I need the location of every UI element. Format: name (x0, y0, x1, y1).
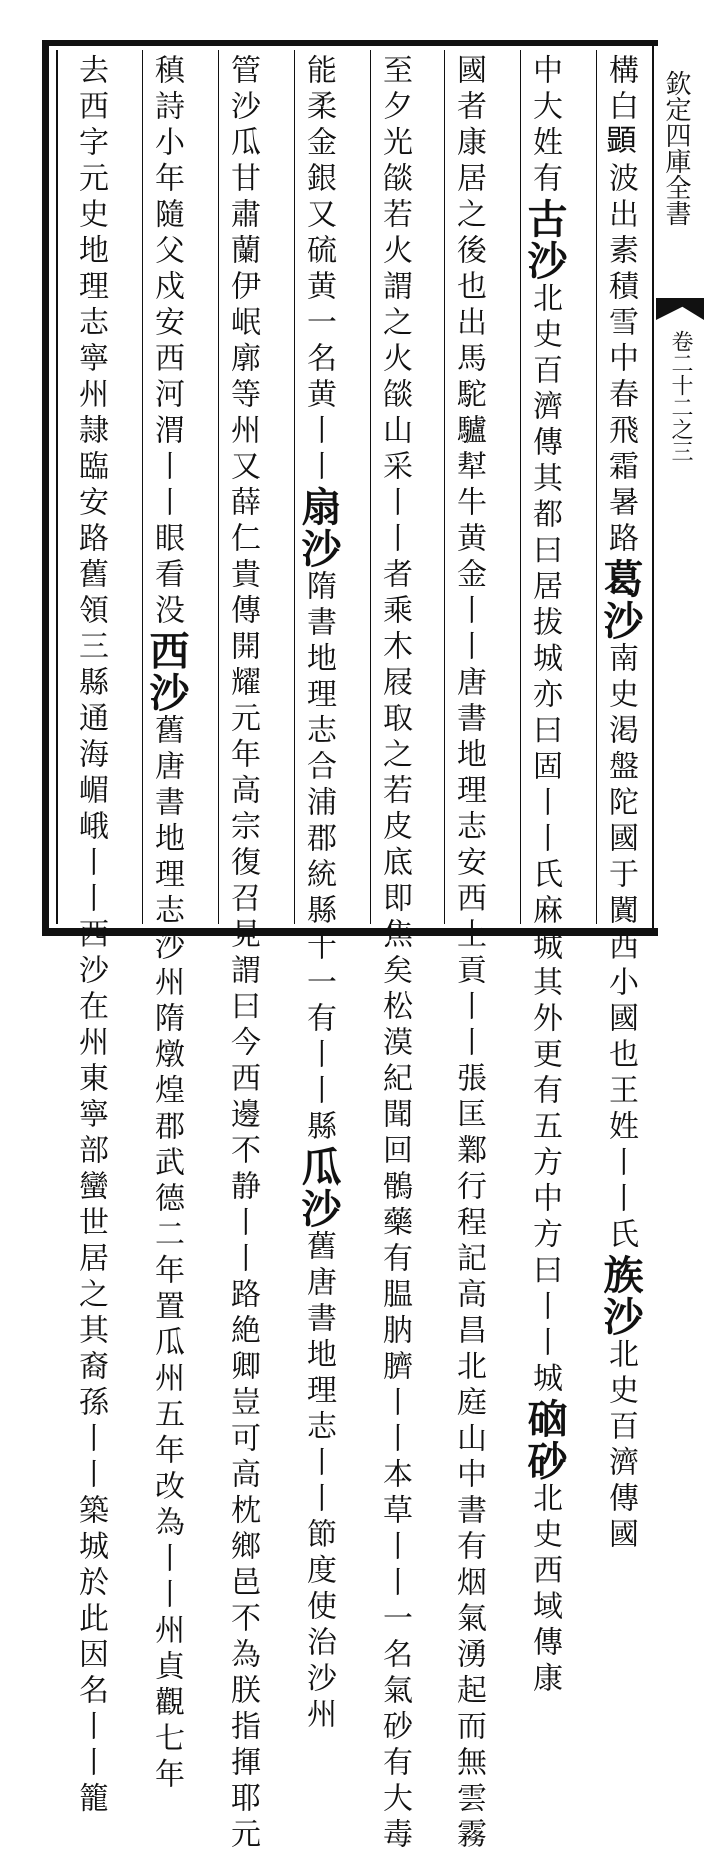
entry-text: 麻城其外更有五方中方曰丨丨城 (527, 894, 562, 1398)
entry-heading: 瓜沙 (295, 1146, 342, 1230)
text-column (222, 54, 262, 1854)
entry-text: 矣松漠紀聞回鶻藥有腽肭臍丨丨本草丨丨一名氣砂有大毒 (377, 954, 412, 1854)
text-column (143, 54, 190, 1794)
entry-text: 構白𩔰波出素積雪中春飛霜暑路 (603, 54, 638, 558)
text-column (448, 54, 488, 1854)
entry-heading: 硇砂 (521, 1398, 568, 1482)
text-column (521, 54, 568, 1698)
entry-heading: 葛沙 (597, 558, 644, 642)
entry-heading: 古沙 (521, 198, 568, 282)
entry-text: 統縣十一有丨丨縣 (301, 858, 336, 1146)
entry-text: 去西字元史地理志寧州隷臨安路舊領三縣通海嵋峨丨丨西 (73, 54, 108, 954)
entry-text: 舊唐書地理志沙州隋燉煌郡武德二 (149, 714, 184, 1254)
entry-text: 國者康居之後也出馬駝驢犎牛黄金丨丨唐書地理志安西土 (451, 54, 486, 954)
column-rule (294, 50, 295, 924)
entry-text: 至夕光燄若火謂之火燄山采丨丨者乘木屐取之若皮底即焦 (377, 54, 412, 954)
entry-heading: 族沙 (597, 1254, 644, 1338)
entry-text: 管沙瓜甘肅蘭伊岷廓等州又薛仁貴傳開耀元年高宗復召見 (225, 54, 260, 954)
text-column (70, 54, 110, 1818)
entry-text: 丨丨氏 (527, 786, 562, 894)
entry-text: 舊唐書地理志丨丨節度使治沙州 (301, 1230, 336, 1734)
book-title: 欽定四庫全書 (661, 70, 691, 226)
entry-text: 北史西域傳康 (527, 1482, 562, 1698)
entry-heading: 西沙 (143, 630, 190, 714)
column-rule (218, 50, 219, 924)
frame-inner-left-border (56, 50, 58, 924)
column-rule (142, 50, 143, 924)
column-rule (520, 50, 521, 924)
entry-text: 丨丨氏 (603, 1146, 638, 1254)
frame-left-border (42, 40, 49, 936)
entry-text: 貢丨丨張匡鄴行程記高昌北庭山中書有烟氣湧起而無雲霧 (451, 954, 486, 1854)
frame-bottom-border (44, 928, 658, 936)
frame-top-border (44, 40, 658, 46)
entry-text: 稹詩小年隨父戍安西河渭丨丨眼看没 (149, 54, 184, 630)
entry-heading: 扇沙 (295, 486, 342, 570)
column-rule (596, 50, 597, 924)
column-rule (370, 50, 371, 924)
column-rule (444, 50, 445, 924)
text-column (597, 54, 644, 1554)
entry-text: 隋書地理志合浦郡 (301, 570, 336, 858)
volume-label: 卷二十二之三 (668, 330, 693, 462)
entry-text: 沙在州東寧部蠻世居之其裔孫丨丨築城於此因名丨丨籠 (73, 954, 108, 1818)
text-column (295, 54, 342, 1734)
entry-text: 能柔金銀又硫黄一名黄丨丨 (301, 54, 336, 486)
entry-text: 北史百濟傳國 (603, 1338, 638, 1554)
text-column (374, 54, 414, 1854)
frame-right-border (652, 40, 654, 936)
entry-text: 年置瓜州五年改為丨丨州貞觀七年 (149, 1254, 184, 1794)
entry-text: 南史渇盤陀國于闐西小國也王姓 (603, 642, 638, 1146)
entry-text: 北史百濟傳其都曰居拔城亦曰固 (527, 282, 562, 786)
entry-text: 謂曰今西邊不静丨丨路絶卿豈可高枕鄉邑不為朕指揮耶元 (225, 954, 260, 1854)
entry-text: 中大姓有 (527, 54, 562, 198)
